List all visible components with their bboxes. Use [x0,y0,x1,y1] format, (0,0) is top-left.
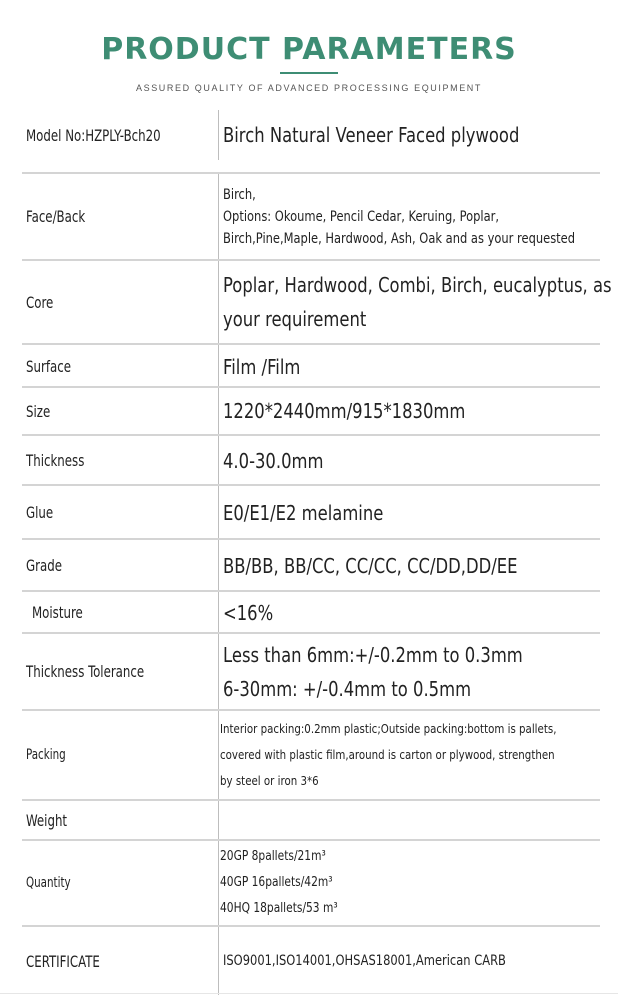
page-subtitle: ASSURED QUALITY OF ADVANCED PROCESSING EQUIPMENT [135,83,483,93]
column-divider [218,634,219,709]
row-value [223,801,600,839]
table-row [22,799,600,839]
table-row [22,839,600,925]
title-underline [280,72,338,74]
row-value: 4.0-30.0mm [223,448,324,473]
column-divider [218,841,219,925]
row-value: 20GP 8pallets/21m³ 40GP 16pallets/42m³ 40HQ 18pallets/53 m³ [220,849,338,916]
table-row [22,386,600,434]
row-value: <16% [223,600,274,625]
row-label: Weight [26,810,68,830]
table-row [22,590,600,633]
column-divider [218,540,219,591]
table-row [22,343,600,388]
table-row [22,259,612,343]
column-divider [218,388,219,434]
column-divider [218,345,219,388]
row-label: Glue [26,503,54,522]
table-row [22,709,600,799]
row-label: CERTIFICATE [26,951,100,971]
row-value: ISO9001,ISO14001,OHSAS18001,American CARB [223,953,506,969]
header [0,0,618,100]
row-label: Size [26,401,51,421]
row-value: Interior packing:0.2mm plastic;Outside packing:bottom is pallets, covered with plastic film,around is carton or plywood, strengthen by steel or iron 3*6 [220,721,557,788]
column-divider [218,436,219,485]
row-value: Film /Film [223,354,301,379]
row-value: Birch Natural Veneer Faced plywood [223,123,520,147]
table-row [22,538,600,591]
row-label: Surface [26,357,71,376]
column-divider [218,110,219,160]
row-value: E0/E1/E2 melamine [223,500,384,525]
row-value: BB/BB, BB/CC, CC/CC, CC/DD,DD/EE [223,553,518,578]
row-value: Poplar, Hardwood, Combi, Birch, eucalyptus, as your requirement [223,273,612,331]
row-value: 1220*2440mm/915*1830mm [223,399,466,423]
bottom-divider [0,993,618,994]
table-row [22,632,600,709]
row-label: Core [26,292,54,312]
table-row [22,484,600,539]
table-row [22,172,600,259]
table-row [22,925,600,995]
table-row [22,110,600,160]
row-label: Thickness [26,451,85,470]
row-label: Quantity [26,875,71,891]
table-row [22,434,600,485]
row-label: Moisture [32,603,83,622]
column-divider [218,801,219,839]
row-label: Face/Back [26,207,86,226]
column-divider [218,927,219,995]
row-label: Model No:HZPLY-Bch20 [26,125,161,145]
row-value: Less than 6mm:+/-0.2mm to 0.3mm 6-30mm: +/-0.4mm to 0.5mm [223,642,523,701]
row-label: Grade [26,556,62,575]
row-label: Thickness Tolerance [26,662,145,681]
column-divider [218,711,219,799]
column-divider [218,261,219,343]
column-divider [218,592,219,633]
column-divider [218,486,219,539]
row-value: Birch, Options: Okoume, Pencil Cedar, Keruing, Poplar, Birch,Pine,Maple, Hardwood, Ash, Oak and as your requested [223,186,576,247]
column-divider [218,174,219,259]
page-title: PRODUCT PARAMETERS [101,32,517,67]
row-label: Packing [26,747,66,763]
